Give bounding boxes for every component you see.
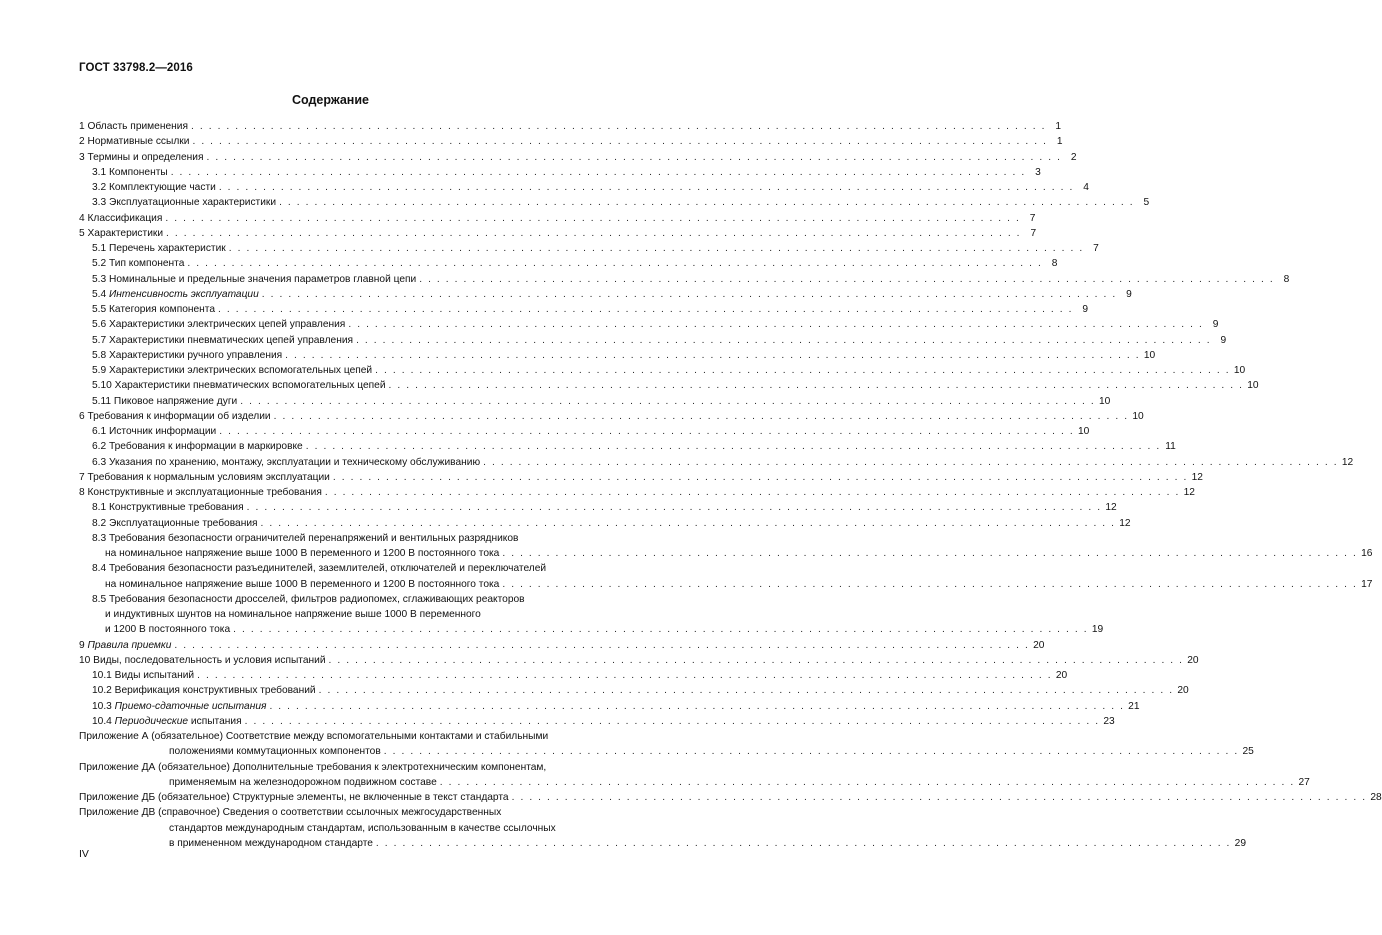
toc-page-number: 12 bbox=[1191, 471, 1203, 483]
toc-page-number: 28 bbox=[1370, 792, 1382, 803]
toc-entry-label: в примененном международном стандарте bbox=[169, 837, 373, 849]
toc-entry[interactable] bbox=[79, 348, 1156, 363]
toc-entry[interactable] bbox=[79, 516, 1131, 531]
dot-leader: . . . . . . . . . . . . . . . . . . . . . . . . . . . . . . . . . . . . . . . . . . . . . . . . . . . . . . . . . . . . . . . . . . . . . . . . . . . . . . . . . . . . . . . . . . . . . . . . . bbox=[356, 334, 1212, 346]
toc-page-number: 10 bbox=[1233, 365, 1246, 376]
dot-leader: . . . . . . . . . . . . . . . . . . . . . . . . . . . . . . . . . . . . . . . . . . . . . . . . . . . . . . . . . . . . . . . . . . . . . . . . . . . . . . . . . . . . . . . . . . . . . . . . . bbox=[279, 197, 1135, 209]
dot-leader: . . . . . . . . . . . . . . . . . . . . . . . . . . . . . . . . . . . . . . . . . . . . . . . . . . . . . . . . . . . . . . . . . . . . . . . . . . . . . . . . . . . . . . . . . . . . . . . . . bbox=[218, 182, 1074, 193]
toc-page-number: 1 bbox=[1056, 136, 1063, 148]
page-title: Содержание bbox=[291, 93, 369, 107]
dot-leader: . . . . . . . . . . . . . . . . . . . . . . . . . . . . . . . . . . . . . . . . . . . . . . . . . . . . . . . . . . . . . . . . . . . . . . . . . . . . . . . . . . . . . . . . . . . . . . . . . bbox=[269, 700, 1125, 712]
dot-leader: . . . . . . . . . . . . . . . . . . . . . . . . . . . . . . . . . . . . . . . . . . . . . . . . . . . . . . . . . . . . . . . . . . . . . . . . . . . . . . . . . . . . . . . . . . . . . . . . . bbox=[246, 502, 1102, 514]
dot-leader: . . . . . . . . . . . . . . . . . . . . . . . . . . . . . . . . . . . . . . . . . . . . . . . . . . . . . . . . . . . . . . . . . . . . . . . . . . . . . . . . . . . . . . . . . . . . . . . . . bbox=[240, 395, 1096, 407]
toc-entry[interactable] bbox=[79, 638, 1045, 653]
toc-entry-label: 8.1 Конструктивные требования bbox=[92, 502, 244, 514]
toc-entry[interactable] bbox=[79, 363, 1246, 378]
page-number: IV bbox=[79, 848, 89, 860]
toc-page-number: 21 bbox=[1128, 700, 1140, 712]
toc-entry[interactable] bbox=[79, 729, 1254, 760]
dot-leader: . . . . . . . . . . . . . . . . . . . . . . . . . . . . . . . . . . . . . . . . . . . . . . . . . . . . . . . . . . . . . . . . . . . . . . . . . . . . . . . . . . . . . . . . . . . . . . . . . bbox=[166, 227, 1022, 239]
toc-entry-number: 5.4 bbox=[92, 288, 109, 300]
toc-entry[interactable] bbox=[79, 485, 1195, 500]
toc-entry[interactable] bbox=[79, 683, 1189, 698]
toc-page-number: 27 bbox=[1298, 776, 1310, 788]
toc-entry[interactable] bbox=[79, 180, 1089, 195]
toc-entry[interactable] bbox=[79, 287, 1132, 302]
toc-page-number: 10 bbox=[1098, 395, 1111, 407]
toc-entry-label: 6.3 Указания по хранению, монтажу, эксплуатации и техническому обслуживанию bbox=[92, 456, 481, 468]
toc-entry-text: и индуктивных шунтов на номинальное напряжение выше 1000 В переменного bbox=[105, 609, 481, 620]
toc-entry-label: 6.1 Источник информации bbox=[92, 426, 217, 437]
toc-page-number: 12 bbox=[1341, 456, 1354, 468]
toc-entry-label: 5.7 Характеристики пневматических цепей управления bbox=[92, 334, 354, 346]
toc-entry[interactable] bbox=[79, 592, 1104, 638]
dot-leader: . . . . . . . . . . . . . . . . . . . . . . . . . . . . . . . . . . . . . . . . . . . . . . . . . . . . . . . . . . . . . . . . . . . . . . . . . . . . . . . . . . . . . . . . . . . . . . . . . bbox=[170, 166, 1026, 178]
toc-entry-label bbox=[92, 714, 242, 729]
toc-entry-label: 5.5 Категория компонента bbox=[92, 304, 216, 315]
toc-entry-title: Приемо-сдаточные испытания bbox=[114, 700, 267, 712]
toc-entry-label: Приложение ДБ (обязательное) Структурные элементы, не включенные в текст стандарта bbox=[79, 792, 509, 803]
toc-page-number: 3 bbox=[1035, 166, 1041, 178]
toc-entry[interactable] bbox=[79, 150, 1077, 165]
dot-leader: . . . . . . . . . . . . . . . . . . . . . . . . . . . . . . . . . . . . . . . . . . . . . . . . . . . . . . . . . . . . . . . . . . . . . . . . . . . . . . . . . . . . . . . . . . . . . . . . . bbox=[285, 349, 1141, 361]
toc-entry[interactable] bbox=[79, 561, 1373, 592]
dot-leader: . . . . . . . . . . . . . . . . . . . . . . . . . . . . . . . . . . . . . . . . . . . . . . . . . . . . . . . . . . . . . . . . . . . . . . . . . . . . . . . . . . . . . . . . . . . . . . . . . bbox=[190, 121, 1047, 132]
dot-leader: . . . . . . . . . . . . . . . . . . . . . . . . . . . . . . . . . . . . . . . . . . . . . . . . . . . . . . . . . . . . . . . . . . . . . . . . . . . . . . . . . . . . . . . . . . . . . . . . . bbox=[165, 212, 1021, 224]
toc-entry-number: 9 bbox=[79, 639, 88, 651]
toc-entry-text: 8.3 Требования безопасности ограничителей перенапряжений и вентильных разрядников bbox=[92, 532, 519, 544]
toc-entry[interactable] bbox=[79, 699, 1140, 714]
toc-entry-label: 5.1 Перечень характеристик bbox=[92, 243, 226, 254]
toc-entry-label: 2 Нормативные ссылки bbox=[79, 136, 190, 148]
dot-leader: . . . . . . . . . . . . . . . . . . . . . . . . . . . . . . . . . . . . . . . . . . . . . . . . . . . . . . . . . . . . . . . . . . . . . . . . . . . . . . . . . . . . . . . . . . . . . . . . . bbox=[502, 578, 1358, 590]
toc-entry-label: 3.2 Комплектующие части bbox=[92, 182, 216, 193]
toc-page-number: 4 bbox=[1083, 182, 1089, 193]
toc-page-number: 10 bbox=[1143, 349, 1156, 361]
toc-page-number: 5 bbox=[1143, 197, 1150, 209]
toc-entry-label: 10 Виды, последовательность и условия испытаний bbox=[79, 654, 326, 666]
toc-entry-label: 1 Область применения bbox=[79, 121, 188, 132]
toc-entry-text: стандартов международным стандартам, использованным в качестве ссылочных bbox=[169, 822, 556, 834]
toc-page-number: 25 bbox=[1242, 746, 1254, 758]
toc-entry-text: 8.5 Требования безопасности дросселей, фильтров радиопомех, сглаживающих реакторов bbox=[92, 593, 525, 605]
toc-page-number: 17 bbox=[1361, 578, 1373, 590]
dot-leader: . . . . . . . . . . . . . . . . . . . . . . . . . . . . . . . . . . . . . . . . . . . . . . . . . . . . . . . . . . . . . . . . . . . . . . . . . . . . . . . . . . . . . . . . . . . . . . . . . bbox=[174, 639, 1030, 651]
toc-page-number: 19 bbox=[1091, 624, 1104, 636]
toc-page-number: 16 bbox=[1361, 548, 1373, 559]
toc-page-number: 8 bbox=[1283, 273, 1290, 285]
toc-entry-label bbox=[92, 699, 266, 714]
dot-leader: . . . . . . . . . . . . . . . . . . . . . . . . . . . . . . . . . . . . . . . . . . . . . . . . . . . . . . . . . . . . . . . . . . . . . . . . . . . . . . . . . . . . . . . . . . . . . . . . . bbox=[233, 624, 1089, 636]
toc-entry-label: и 1200 В постоянного тока bbox=[105, 624, 231, 636]
dot-leader: . . . . . . . . . . . . . . . . . . . . . . . . . . . . . . . . . . . . . . . . . . . . . . . . . . . . . . . . . . . . . . . . . . . . . . . . . . . . . . . . . . . . . . . . . . . . . . . . . bbox=[324, 487, 1180, 498]
dot-leader: . . . . . . . . . . . . . . . . . . . . . . . . . . . . . . . . . . . . . . . . . . . . . . . . . . . . . . . . . . . . . . . . . . . . . . . . . . . . . . . . . . . . . . . . . . . . . . . . . bbox=[192, 136, 1048, 148]
toc-entry-label: 10.1 Виды испытаний bbox=[92, 670, 195, 681]
toc-entry[interactable] bbox=[79, 668, 1068, 683]
toc-entry-label: применяемым на железнодорожном подвижном составе bbox=[169, 776, 437, 788]
toc-entry-text: Приложение ДВ (справочное) Сведения о соответствии ссылочных межгосударственных bbox=[79, 807, 502, 819]
toc-page-number: 12 bbox=[1105, 502, 1117, 514]
toc-page-number: 7 bbox=[1029, 212, 1036, 224]
toc-entry-label: положениями коммутационных компонентов bbox=[169, 746, 381, 758]
toc-page-number: 10 bbox=[1247, 380, 1259, 392]
toc-page-number: 12 bbox=[1183, 487, 1195, 498]
toc-page-number: 10 bbox=[1077, 426, 1090, 437]
toc-page-number: 20 bbox=[1187, 654, 1199, 666]
toc-page-number: 9 bbox=[1126, 288, 1132, 300]
toc-entry[interactable] bbox=[79, 134, 1063, 149]
toc-entry-label: 5.2 Тип компонента bbox=[92, 258, 185, 270]
toc-entry-text: 8.4 Требования безопасности разъединителей, заземлителей, отключателей и переключателей bbox=[92, 563, 547, 575]
toc-entry[interactable] bbox=[79, 226, 1037, 241]
toc-entry[interactable] bbox=[79, 409, 1144, 424]
toc-entry[interactable] bbox=[79, 531, 1373, 562]
toc-entry[interactable] bbox=[79, 317, 1219, 332]
toc-entry[interactable] bbox=[79, 470, 1203, 485]
toc-entry-label: 10.2 Верификация конструктивных требований bbox=[92, 685, 316, 697]
toc-page-number: 20 bbox=[1177, 685, 1189, 697]
toc-entry-label: 3 Термины и определения bbox=[79, 151, 204, 163]
toc-entry-label: 5 Характеристики bbox=[79, 227, 164, 239]
dot-leader: . . . . . . . . . . . . . . . . . . . . . . . . . . . . . . . . . . . . . . . . . . . . . . . . . . . . . . . . . . . . . . . . . . . . . . . . . . . . . . . . . . . . . . . . . . . . . . . . . bbox=[219, 426, 1075, 437]
toc-entry[interactable] bbox=[79, 241, 1099, 256]
toc-entry-label: 5.10 Характеристики пневматических вспомогательных цепей bbox=[92, 380, 386, 392]
dot-leader: . . . . . . . . . . . . . . . . . . . . . . . . . . . . . . . . . . . . . . . . . . . . . . . . . . . . . . . . . . . . . . . . . . . . . . . . . . . . . . . . . . . . . . . . . . . . . . . . . bbox=[502, 548, 1358, 559]
dot-leader: . . . . . . . . . . . . . . . . . . . . . . . . . . . . . . . . . . . . . . . . . . . . . . . . . . . . . . . . . . . . . . . . . . . . . . . . . . . . . . . . . . . . . . . . . . . . . . . . . bbox=[187, 258, 1043, 270]
toc-entry-label: 6.2 Требования к информации в маркировке bbox=[92, 441, 303, 453]
toc-entry-label: 5.6 Характеристики электрических цепей управления bbox=[92, 319, 346, 331]
dot-leader: . . . . . . . . . . . . . . . . . . . . . . . . . . . . . . . . . . . . . . . . . . . . . . . . . . . . . . . . . . . . . . . . . . . . . . . . . . . . . . . . . . . . . . . . . . . . . . . . . bbox=[375, 365, 1231, 376]
dot-leader: . . . . . . . . . . . . . . . . . . . . . . . . . . . . . . . . . . . . . . . . . . . . . . . . . . . . . . . . . . . . . . . . . . . . . . . . . . . . . . . . . . . . . . . . . . . . . . . . . bbox=[197, 670, 1053, 681]
toc-entry-label: 8.2 Эксплуатационные требования bbox=[92, 517, 258, 529]
toc-entry[interactable] bbox=[79, 333, 1227, 348]
toc-entry[interactable] bbox=[79, 714, 1115, 729]
toc-page-number: 29 bbox=[1234, 837, 1246, 849]
toc-page-number: 20 bbox=[1055, 670, 1068, 681]
dot-leader: . . . . . . . . . . . . . . . . . . . . . . . . . . . . . . . . . . . . . . . . . . . . . . . . . . . . . . . . . . . . . . . . . . . . . . . . . . . . . . . . . . . . . . . . . . . . . . . . . bbox=[483, 456, 1339, 468]
toc-entry[interactable] bbox=[79, 119, 1062, 134]
toc-page-number: 8 bbox=[1051, 258, 1058, 270]
toc-page-number: 7 bbox=[1093, 243, 1099, 254]
toc-entry[interactable] bbox=[79, 653, 1199, 668]
toc-entry-title: Интенсивность эксплуатации bbox=[109, 288, 259, 300]
toc-entry[interactable] bbox=[79, 272, 1290, 287]
dot-leader: . . . . . . . . . . . . . . . . . . . . . . . . . . . . . . . . . . . . . . . . . . . . . . . . . . . . . . . . . . . . . . . . . . . . . . . . . . . . . . . . . . . . . . . . . . . . . . . . . bbox=[206, 151, 1062, 163]
dot-leader: . . . . . . . . . . . . . . . . . . . . . . . . . . . . . . . . . . . . . . . . . . . . . . . . . . . . . . . . . . . . . . . . . . . . . . . . . . . . . . . . . . . . . . . . . . . . . . . . . bbox=[328, 654, 1184, 666]
document-id: ГОСТ 33798.2—2016 bbox=[79, 62, 193, 74]
toc-page-number: 23 bbox=[1103, 715, 1115, 727]
toc-entry-text: Приложение ДА (обязательное) Дополнительные требования к электротехническим компонентам, bbox=[79, 761, 547, 773]
toc-entry-label: 5.8 Характеристики ручного управления bbox=[92, 349, 283, 361]
dot-leader: . . . . . . . . . . . . . . . . . . . . . . . . . . . . . . . . . . . . . . . . . . . . . . . . . . . . . . . . . . . . . . . . . . . . . . . . . . . . . . . . . . . . . . . . . . . . . . . . . bbox=[228, 243, 1084, 254]
toc-entry[interactable] bbox=[79, 500, 1117, 515]
dot-leader: . . . . . . . . . . . . . . . . . . . . . . . . . . . . . . . . . . . . . . . . . . . . . . . . . . . . . . . . . . . . . . . . . . . . . . . . . . . . . . . . . . . . . . . . . . . . . . . . . bbox=[383, 746, 1239, 758]
dot-leader: . . . . . . . . . . . . . . . . . . . . . . . . . . . . . . . . . . . . . . . . . . . . . . . . . . . . . . . . . . . . . . . . . . . . . . . . . . . . . . . . . . . . . . . . . . . . . . . . . bbox=[439, 776, 1295, 788]
toc-entry-label: 5.11 Пиковое напряжение дуги bbox=[92, 395, 238, 407]
toc-page-number: 11 bbox=[1165, 441, 1176, 453]
dot-leader: . . . . . . . . . . . . . . . . . . . . . . . . . . . . . . . . . . . . . . . . . . . . . . . . . . . . . . . . . . . . . . . . . . . . . . . . . . . . . . . . . . . . . . . . . . . . . . . . . bbox=[388, 380, 1244, 392]
toc-entry-title: испытания bbox=[188, 715, 242, 727]
dot-leader: . . . . . . . . . . . . . . . . . . . . . . . . . . . . . . . . . . . . . . . . . . . . . . . . . . . . . . . . . . . . . . . . . . . . . . . . . . . . . . . . . . . . . . . . . . . . . . . . . bbox=[244, 715, 1100, 727]
toc-entry-label: 5.9 Характеристики электрических вспомогательных цепей bbox=[92, 365, 373, 376]
toc-page-number: 9 bbox=[1220, 334, 1227, 346]
toc-entry[interactable] bbox=[79, 195, 1150, 210]
toc-page-number: 7 bbox=[1030, 227, 1037, 239]
dot-leader: . . . . . . . . . . . . . . . . . . . . . . . . . . . . . . . . . . . . . . . . . . . . . . . . . . . . . . . . . . . . . . . . . . . . . . . . . . . . . . . . . . . . . . . . . . . . . . . . . bbox=[218, 304, 1074, 315]
dot-leader: . . . . . . . . . . . . . . . . . . . . . . . . . . . . . . . . . . . . . . . . . . . . . . . . . . . . . . . . . . . . . . . . . . . . . . . . . . . . . . . . . . . . . . . . . . . . . . . . . bbox=[260, 517, 1116, 529]
dot-leader: . . . . . . . . . . . . . . . . . . . . . . . . . . . . . . . . . . . . . . . . . . . . . . . . . . . . . . . . . . . . . . . . . . . . . . . . . . . . . . . . . . . . . . . . . . . . . . . . . bbox=[318, 685, 1174, 697]
toc-page-number: 2 bbox=[1070, 151, 1077, 163]
toc-entry[interactable] bbox=[79, 805, 1246, 851]
toc-page-number: 12 bbox=[1119, 517, 1131, 529]
toc-entry-title: Периодические bbox=[114, 715, 189, 727]
toc-page-number: 9 bbox=[1212, 319, 1219, 331]
dot-leader: . . . . . . . . . . . . . . . . . . . . . . . . . . . . . . . . . . . . . . . . . . . . . . . . . . . . . . . . . . . . . . . . . . . . . . . . . . . . . . . . . . . . . . . . . . . . . . . . . bbox=[305, 441, 1161, 453]
table-of-contents bbox=[79, 119, 1382, 851]
toc-entry-label bbox=[79, 638, 171, 653]
toc-entry[interactable] bbox=[79, 455, 1354, 470]
dot-leader: . . . . . . . . . . . . . . . . . . . . . . . . . . . . . . . . . . . . . . . . . . . . . . . . . . . . . . . . . . . . . . . . . . . . . . . . . . . . . . . . . . . . . . . . . . . . . . . . . bbox=[261, 288, 1117, 300]
toc-page-number: 1 bbox=[1055, 121, 1062, 132]
toc-entry-label bbox=[92, 287, 259, 302]
toc-page-number: 10 bbox=[1132, 410, 1144, 422]
toc-entry-label: 7 Требования к нормальным условиям эксплуатации bbox=[79, 471, 330, 483]
toc-page-number: 9 bbox=[1082, 304, 1089, 315]
dot-leader: . . . . . . . . . . . . . . . . . . . . . . . . . . . . . . . . . . . . . . . . . . . . . . . . . . . . . . . . . . . . . . . . . . . . . . . . . . . . . . . . . . . . . . . . . . . . . . . . . bbox=[375, 837, 1231, 849]
toc-entry-text: Приложение А (обязательное) Соответствие между вспомогательными контактами и стабильными bbox=[79, 731, 549, 742]
toc-entry[interactable] bbox=[79, 378, 1259, 393]
toc-entry-label: 3.1 Компоненты bbox=[92, 166, 168, 178]
toc-entry[interactable] bbox=[79, 302, 1089, 317]
toc-entry[interactable] bbox=[79, 760, 1310, 791]
toc-entry-label: 3.3 Эксплуатационные характеристики bbox=[92, 197, 277, 209]
toc-page-number: 20 bbox=[1033, 639, 1045, 651]
toc-entry-label: 4 Классификация bbox=[79, 212, 163, 224]
toc-entry-label: 6 Требования к информации об изделии bbox=[79, 410, 271, 422]
toc-entry[interactable] bbox=[79, 394, 1111, 409]
toc-entry[interactable] bbox=[79, 256, 1058, 271]
toc-entry-label: на номинальное напряжение выше 1000 В переменного и 1200 В постоянного тока bbox=[105, 548, 500, 559]
dot-leader: . . . . . . . . . . . . . . . . . . . . . . . . . . . . . . . . . . . . . . . . . . . . . . . . . . . . . . . . . . . . . . . . . . . . . . . . . . . . . . . . . . . . . . . . . . . . . . . . . bbox=[273, 410, 1129, 422]
dot-leader: . . . . . . . . . . . . . . . . . . . . . . . . . . . . . . . . . . . . . . . . . . . . . . . . . . . . . . . . . . . . . . . . . . . . . . . . . . . . . . . . . . . . . . . . . . . . . . . . . bbox=[419, 273, 1275, 285]
toc-entry[interactable] bbox=[79, 424, 1090, 439]
toc-entry[interactable] bbox=[79, 790, 1382, 805]
toc-entry-label: на номинальное напряжение выше 1000 В переменного и 1200 В постоянного тока bbox=[105, 578, 500, 590]
toc-entry-label: 5.3 Номинальные и предельные значения параметров главной цепи bbox=[92, 273, 417, 285]
toc-entry[interactable] bbox=[79, 165, 1041, 180]
toc-entry-label: 8 Конструктивные и эксплуатационные требования bbox=[79, 487, 322, 498]
dot-leader: . . . . . . . . . . . . . . . . . . . . . . . . . . . . . . . . . . . . . . . . . . . . . . . . . . . . . . . . . . . . . . . . . . . . . . . . . . . . . . . . . . . . . . . . . . . . . . . . . bbox=[332, 471, 1188, 483]
toc-entry[interactable] bbox=[79, 439, 1176, 454]
toc-entry[interactable] bbox=[79, 211, 1036, 226]
dot-leader: . . . . . . . . . . . . . . . . . . . . . . . . . . . . . . . . . . . . . . . . . . . . . . . . . . . . . . . . . . . . . . . . . . . . . . . . . . . . . . . . . . . . . . . . . . . . . . . . . bbox=[348, 319, 1204, 331]
toc-entry-title: Правила приемки bbox=[87, 639, 172, 651]
dot-leader: . . . . . . . . . . . . . . . . . . . . . . . . . . . . . . . . . . . . . . . . . . . . . . . . . . . . . . . . . . . . . . . . . . . . . . . . . . . . . . . . . . . . . . . . . . . . . . . . . bbox=[511, 792, 1367, 803]
toc-entry-number: 10.3 bbox=[92, 700, 115, 712]
toc-entry-number: 10.4 bbox=[92, 715, 115, 727]
